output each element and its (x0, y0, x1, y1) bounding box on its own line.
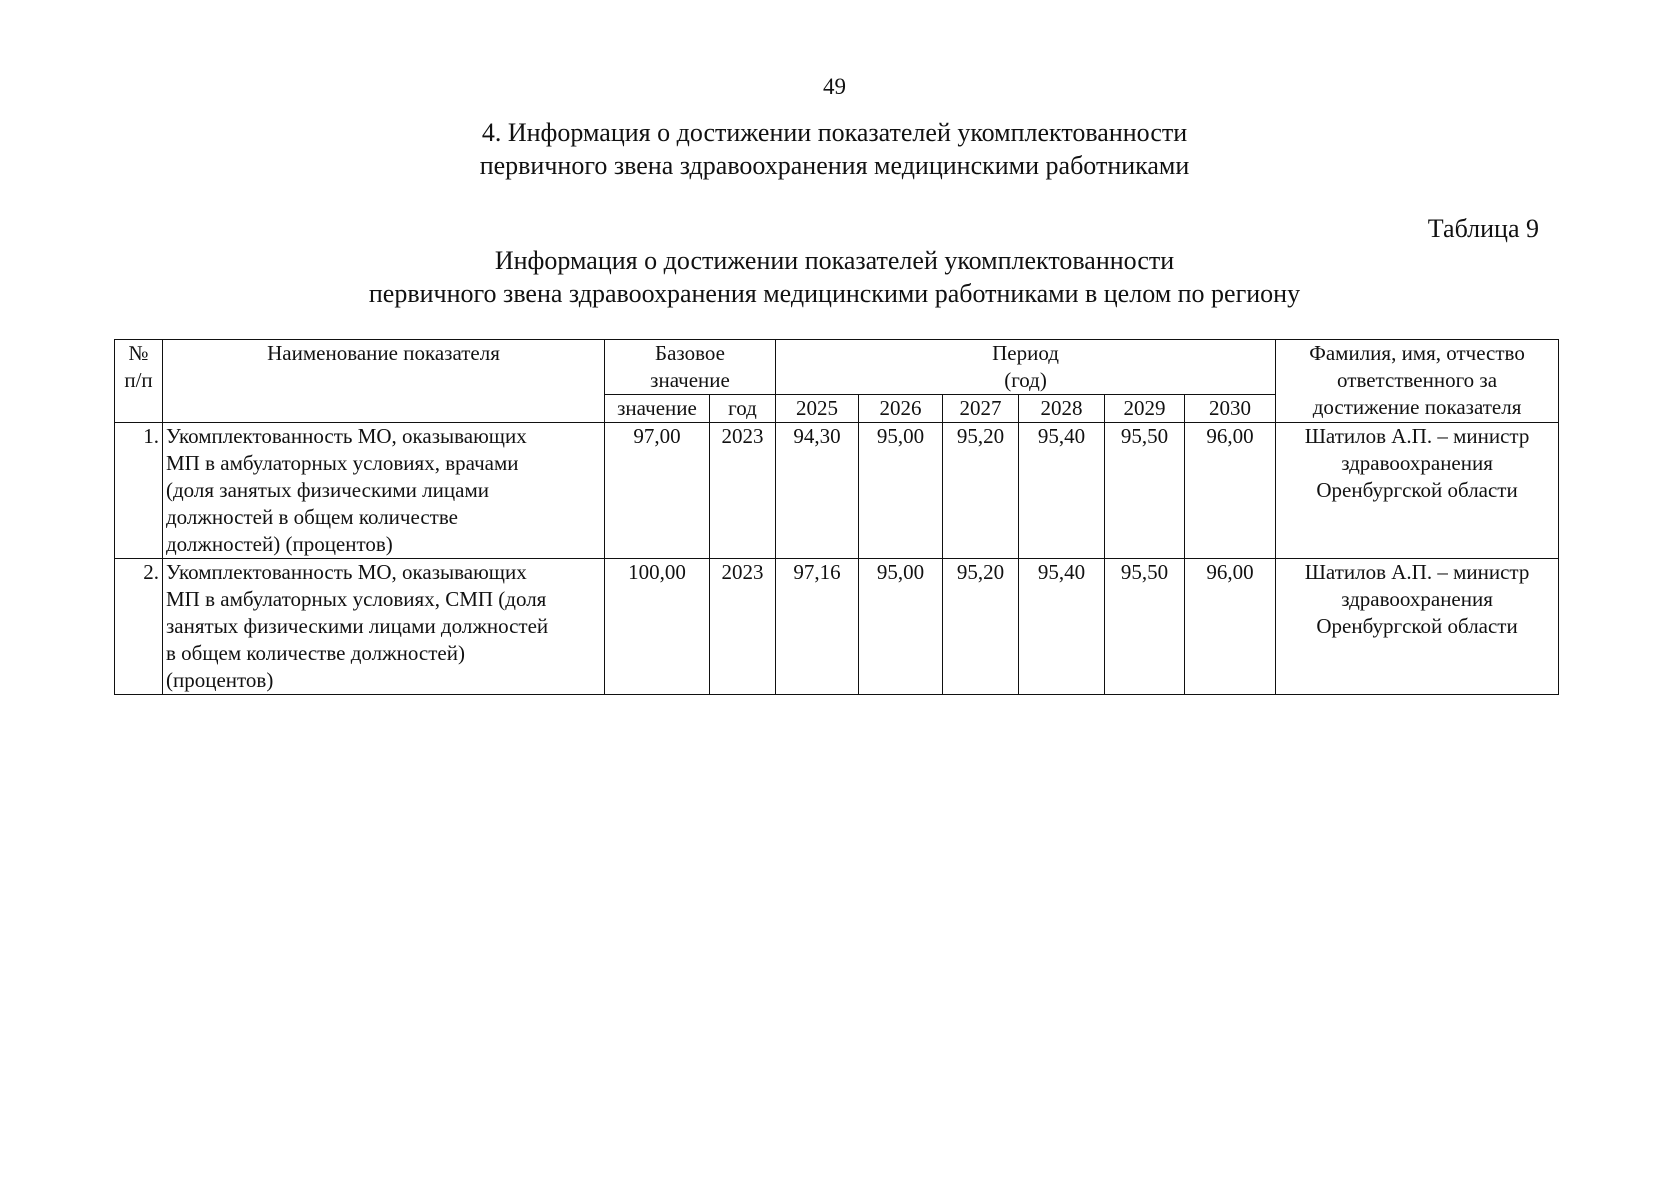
table-number: Таблица 9 (1427, 214, 1539, 243)
row-name-line: (доля занятых физическими лицами (166, 478, 489, 502)
table-caption (0, 244, 1669, 310)
row-name-line: Укомплектованность МО, оказывающих (166, 560, 527, 584)
header-responsible (1276, 340, 1559, 423)
header-responsible-line: ответственного за (1337, 368, 1498, 392)
header-year: 2027 (943, 395, 1019, 423)
row-base-value: 97,00 (605, 423, 710, 559)
header-base-year: год (710, 395, 776, 423)
row-name-line: Укомплектованность МО, оказывающих (166, 424, 527, 448)
row-value: 95,40 (1019, 423, 1105, 559)
row-value: 95,00 (859, 423, 943, 559)
header-responsible-line: достижение показателя (1312, 395, 1522, 419)
header-num-line: п/п (124, 368, 153, 392)
row-responsible (1276, 559, 1559, 695)
table-caption-line: первичного звена здравоохранения медицинскими работниками в целом по региону (368, 279, 1301, 308)
row-num: 1. (115, 423, 163, 559)
page-number: 49 (823, 74, 846, 99)
header-period-line: Период (992, 341, 1059, 365)
row-responsible-line: Шатилов А.П. – министр (1304, 424, 1530, 448)
header-period-line: (год) (1004, 368, 1047, 392)
row-responsible-line: Шатилов А.П. – министр (1304, 560, 1530, 584)
row-name-line: (процентов) (166, 668, 274, 692)
row-name-line: в общем количестве должностей) (166, 641, 465, 665)
header-num (115, 340, 163, 423)
section-title-line: 4. Информация о достижении показателей укомплектованности (481, 118, 1188, 147)
header-year: 2026 (859, 395, 943, 423)
row-name-line: занятых физическими лицами должностей (166, 614, 549, 638)
row-responsible-line: Оренбургской области (1316, 478, 1518, 502)
header-base-value: значение (605, 395, 710, 423)
row-name-line: МП в амбулаторных условиях, СМП (доля (166, 587, 547, 611)
row-name (163, 559, 605, 695)
row-base-year: 2023 (710, 423, 776, 559)
indicator-table (114, 339, 1559, 695)
row-value: 95,50 (1105, 559, 1185, 695)
table-row (115, 559, 1559, 695)
row-name (163, 423, 605, 559)
header-year: 2028 (1019, 395, 1105, 423)
header-base (605, 340, 776, 395)
row-responsible (1276, 423, 1559, 559)
section-title-line: первичного звена здравоохранения медицинскими работниками (479, 151, 1190, 180)
section-title (0, 116, 1669, 182)
header-name: Наименование показателя (163, 340, 605, 423)
row-responsible-line: Оренбургской области (1316, 614, 1518, 638)
header-year: 2029 (1105, 395, 1185, 423)
header-responsible-line: Фамилия, имя, отчество (1309, 341, 1525, 365)
row-base-value: 100,00 (605, 559, 710, 695)
row-value: 95,00 (859, 559, 943, 695)
header-period (776, 340, 1276, 395)
row-value: 95,20 (943, 559, 1019, 695)
row-name-line: МП в амбулаторных условиях, врачами (166, 451, 519, 475)
row-responsible-line: здравоохранения (1341, 451, 1493, 475)
row-value: 95,40 (1019, 559, 1105, 695)
row-name-line: должностей) (процентов) (166, 532, 393, 556)
row-num: 2. (115, 559, 163, 695)
row-value: 96,00 (1185, 423, 1276, 559)
row-name-line: должностей в общем количестве (166, 505, 458, 529)
table-row (115, 423, 1559, 559)
row-value: 96,00 (1185, 559, 1276, 695)
header-year: 2030 (1185, 395, 1276, 423)
row-value: 95,50 (1105, 423, 1185, 559)
header-base-line: Базовое (655, 341, 725, 365)
header-num-line: № (128, 341, 149, 365)
header-year: 2025 (776, 395, 859, 423)
row-base-year: 2023 (710, 559, 776, 695)
row-value: 95,20 (943, 423, 1019, 559)
row-responsible-line: здравоохранения (1341, 587, 1493, 611)
row-value: 94,30 (776, 423, 859, 559)
table-caption-line: Информация о достижении показателей укомплектованности (494, 246, 1175, 275)
header-base-line: значение (650, 368, 730, 392)
row-value: 97,16 (776, 559, 859, 695)
